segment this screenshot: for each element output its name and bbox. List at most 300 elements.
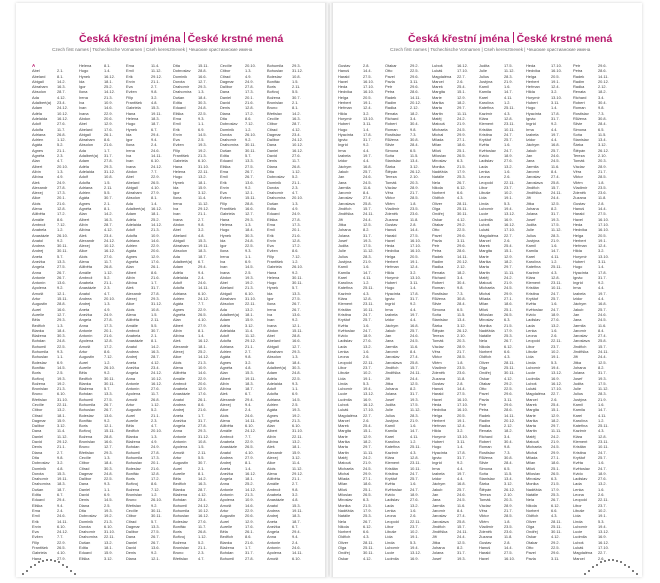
entry-name: Hilda	[432, 428, 441, 434]
entry-name: Tereza	[479, 492, 491, 498]
entry-date: 28.4.	[598, 121, 607, 127]
entry-date: 25.7.	[551, 147, 560, 153]
entry-name: Natálie	[432, 174, 445, 180]
entry-date: 19.7.	[551, 131, 560, 137]
entry-name: Robert	[573, 100, 585, 106]
entry-name: Radka	[432, 264, 444, 270]
entry-date: 11.11.	[363, 449, 374, 455]
entry-date: 25.4.	[363, 423, 372, 429]
entry-name: Růžena	[479, 454, 493, 460]
entry-name: Jaroslav	[573, 333, 588, 339]
entry-date: 11.11.	[551, 428, 562, 434]
entry-date: 13.3.	[57, 258, 66, 264]
entry-date: 26.5.	[551, 470, 560, 476]
entry-date: 21.1.	[104, 280, 113, 286]
entry-date: 30.3.	[57, 333, 66, 339]
entry-name: František	[267, 258, 283, 264]
entry-name: Drahomír	[173, 84, 190, 90]
entry-name: Otto	[526, 545, 534, 551]
entry-name: Ambrož	[126, 327, 140, 333]
entry-date: 1.8.	[598, 179, 605, 185]
entry-name: Apolena	[79, 338, 94, 344]
entry-date: 8.4.	[551, 168, 558, 174]
entry-name: Dobroslav	[173, 68, 191, 74]
entry-name: Hugo	[173, 174, 183, 180]
entry-date: 22.11.	[504, 179, 515, 185]
entry-date: 23.5.	[410, 206, 419, 212]
entry-name: Dagmar	[32, 417, 46, 423]
entry-name: Adalbert(a)	[32, 100, 52, 106]
entry-date: 27.5.	[504, 550, 513, 556]
entry-date: 26.12.	[504, 486, 515, 492]
entry-date: 30.11.	[57, 248, 68, 254]
entry-date: 23.11.	[504, 121, 515, 127]
entry-date: 18.1.	[104, 545, 113, 551]
entry-date: 24.5.	[457, 497, 466, 503]
entry-name: Justýna	[526, 237, 540, 243]
entry-date: 16.3.	[151, 349, 160, 355]
entry-name: Adolf	[267, 386, 276, 392]
entry-date: 21.3.	[57, 386, 66, 392]
entry-name: Hanuš	[573, 206, 585, 212]
entry-name: Abel	[79, 121, 87, 127]
entry-name: Absolon	[32, 89, 47, 95]
entry-name: Ctirad	[79, 465, 90, 471]
entry-name: Kateřina	[573, 423, 588, 429]
entry-date: 2.6.	[551, 333, 558, 339]
entry-name: Havel	[479, 555, 489, 561]
entry-name: Bohumila	[173, 507, 190, 513]
entry-date: 26.8.	[292, 163, 301, 169]
entry-name: Agnéta	[79, 206, 92, 212]
entry-date: 1.1.	[292, 386, 299, 392]
entry-date: 17.6.	[104, 126, 113, 132]
entry-name: Bonifác	[173, 523, 186, 529]
entry-date: 6.3.	[457, 158, 464, 164]
entry-name: Tereza	[432, 333, 444, 339]
entry-date: 11.12.	[504, 68, 515, 74]
entry-name: Alexandr	[267, 449, 283, 455]
entry-date: 6.9.	[104, 492, 111, 498]
entry-date: 27.8.	[198, 423, 207, 429]
entry-name: Bohumil	[126, 449, 141, 455]
entry-name: Kristina	[526, 290, 539, 296]
entry-name: Adrien	[267, 402, 279, 407]
entry-name: Luboš	[432, 63, 443, 68]
entry-name: Milan	[479, 301, 489, 307]
entry-name: Jaroslava	[338, 200, 355, 206]
entry-date: 19.1.	[410, 534, 419, 540]
entry-date: 11.12.	[363, 248, 374, 254]
entry-date: 15.3.	[292, 502, 301, 508]
entry-name: Abigail	[79, 131, 91, 137]
entry-date: 22.5.	[504, 386, 513, 392]
entry-name: Jiří	[338, 216, 344, 222]
entry-name: Zuzana	[385, 216, 398, 222]
entry-date: 31.12.	[198, 433, 209, 439]
entry-name: František	[173, 153, 189, 159]
entry-date: 12.5.	[598, 359, 607, 365]
entry-date: 20.6.	[245, 513, 254, 519]
entry-date: 28.3.	[363, 253, 372, 259]
entry-date: 22.7.	[457, 73, 466, 79]
entry-name: Lada	[385, 502, 394, 508]
entry-name: Hanuš	[479, 545, 491, 551]
entry-name: Eva	[32, 529, 39, 535]
entry-date: 19.3.	[292, 407, 301, 413]
entry-name: Boleslav	[79, 412, 94, 418]
entry-name: Hugo	[432, 444, 442, 450]
entry-name: Alexandr	[32, 184, 48, 190]
entry-name: Eliška	[220, 163, 231, 169]
entry-name: Irma	[338, 147, 346, 153]
entry-name: Tomáš	[432, 338, 444, 344]
entry-name: Absolon	[267, 354, 282, 360]
entry-date: 4.10.	[245, 449, 254, 455]
entry-date: 30.11.	[151, 507, 162, 513]
entry-date: 4.3.	[551, 269, 558, 275]
entry-date: 2.3.	[151, 417, 158, 423]
entry-name: Alice	[267, 460, 276, 466]
entry-name: Adéla	[79, 163, 89, 169]
entry-name: Libor	[573, 502, 582, 508]
entry-name: Dagmar	[126, 523, 140, 529]
entry-name: Ignác	[385, 296, 395, 302]
entry-name: Roman	[573, 105, 586, 111]
entry-name: Štěpán	[385, 168, 398, 174]
entry-date: 3.4.	[504, 433, 511, 439]
entry-name: Martin	[338, 449, 349, 455]
entry-date: 12.7.	[292, 343, 301, 349]
entry-name: Adriana	[173, 290, 187, 296]
entry-date: 12.7.	[245, 211, 254, 217]
entry-name: Oskar	[479, 375, 490, 381]
entry-name: Hilda	[526, 89, 535, 95]
entry-date: 4.12.	[504, 375, 513, 381]
entry-name: Albína	[267, 439, 279, 445]
entry-date: 4.3.	[504, 354, 511, 360]
entry-name: Julie	[526, 227, 535, 233]
entry-date: 2.1.	[104, 200, 111, 206]
entry-name: Andrej	[173, 407, 185, 413]
entry-name: Ivan	[173, 211, 181, 217]
entry-date: 18.9.	[504, 153, 513, 159]
entry-name: Marie	[526, 412, 536, 418]
entry-date: 8.6.	[104, 137, 111, 143]
entry-name: Bronislav	[32, 386, 49, 392]
entry-date: 9.8.	[292, 486, 299, 492]
entry-date: 10.9.	[245, 497, 254, 503]
entry-date: 29.4.	[198, 264, 207, 270]
entry-date: 22.5.	[551, 545, 560, 551]
entry-date: 25.7.	[457, 486, 466, 492]
entry-name: Zuzana	[573, 195, 586, 201]
entry-date: 5.3.	[504, 200, 511, 206]
entry-name: Jáchym	[385, 322, 399, 328]
entry-name: Běla	[32, 317, 40, 323]
entry-name: Bořivoj	[126, 481, 138, 487]
entry-date: 14.5.	[57, 364, 66, 370]
entry-name: Abdon	[220, 274, 232, 280]
entry-name: Tomáš	[573, 158, 585, 164]
entry-date: 13.6.	[292, 311, 301, 317]
entry-date: 27.1.	[551, 454, 560, 460]
entry-date: 17.10.	[363, 84, 374, 90]
entry-name: Denis	[32, 444, 42, 450]
entry-date: 22.11.	[363, 359, 374, 365]
entry-name: Ondřej	[432, 211, 444, 217]
entry-name: Adriana	[267, 396, 281, 402]
entry-name: Heda	[432, 402, 442, 407]
entry-name: Ivana	[267, 322, 277, 328]
entry-date: 18.1.	[245, 476, 254, 482]
entry-date: 16.9.	[504, 216, 513, 222]
entry-name: Agáta	[267, 407, 278, 413]
entry-name: Soňa	[385, 153, 395, 159]
entry-date: 13.3.	[292, 290, 301, 296]
entry-date: 6.5.	[504, 465, 511, 471]
entry-date: 14.6.	[151, 237, 160, 243]
entry-date: 4.3.	[551, 513, 558, 519]
entry-name: Vilém	[479, 518, 489, 524]
entry-date: 21.1.	[198, 211, 207, 217]
entry-date: 28.7.	[104, 221, 113, 227]
entry-date: 6.10.	[151, 158, 160, 164]
entry-date: 1.4.	[104, 68, 111, 74]
entry-name: Jaroslav	[385, 354, 400, 360]
entry-name: Viktor	[573, 174, 583, 180]
entry-name: Dorota	[32, 470, 44, 476]
entry-name: Aleš	[267, 444, 275, 450]
entry-date: 8.6.	[57, 216, 64, 222]
entry-name: Aleš	[220, 391, 228, 397]
entry-date: 21.3.	[292, 417, 301, 423]
entry-name: Ervín	[267, 237, 277, 243]
entry-date: 4.10.	[151, 184, 160, 190]
entry-date: 6.5.	[598, 126, 605, 132]
entry-date: 17.9.	[551, 486, 560, 492]
entry-date: 5.2.	[198, 539, 205, 545]
entry-date: 4.4.	[363, 147, 370, 153]
entry-name: Květoslav	[385, 486, 402, 492]
entry-name: Hugo	[338, 126, 348, 132]
entry-name: Aurelie	[126, 417, 139, 423]
entry-date: 7.7.	[57, 534, 64, 540]
entry-name: Jaromír	[385, 349, 399, 355]
entry-name: Kristina	[385, 470, 398, 476]
entry-date: 1.2.	[292, 258, 299, 264]
entry-date: 28.9.	[598, 163, 607, 169]
name-entry	[385, 556, 432, 561]
entry-date: 2.6.	[457, 78, 464, 84]
entry-date: 22.5.	[57, 343, 66, 349]
entry-name: Václav	[479, 502, 491, 508]
entry-name: Radka	[479, 423, 491, 429]
entry-name: Erik	[173, 126, 180, 132]
entry-date: 26.10.	[104, 364, 115, 370]
entry-name: Apolena	[173, 444, 188, 450]
entry-name: Ctirad	[126, 518, 137, 524]
entry-date: 4.4.	[410, 306, 417, 312]
entry-date: 2.4.	[151, 142, 158, 148]
entry-date: 2.1.	[198, 465, 205, 471]
entry-name: Adelaida	[173, 274, 189, 280]
entry-name: Bruno	[79, 444, 90, 450]
entry-date: 2.7.	[151, 84, 158, 90]
entry-date: 28.11.	[551, 518, 562, 524]
entry-date: 31.7.	[104, 153, 113, 159]
entry-name: Amálie	[126, 322, 138, 328]
entry-date: 5.7.	[57, 253, 64, 259]
entry-name: Jakub	[385, 327, 396, 333]
entry-date: 2.3.	[292, 184, 299, 190]
entry-name: Stanislav	[432, 317, 448, 323]
entry-name: Adéla	[220, 322, 230, 328]
entry-date: 23.5.	[598, 184, 607, 190]
entry-date: 11.7.	[198, 523, 207, 529]
entry-date: 19.1.	[551, 78, 560, 84]
entry-name: Leopold	[338, 359, 352, 365]
entry-date: 22.7.	[363, 412, 372, 418]
entry-name: Dana	[32, 428, 42, 434]
entry-name: Boleslav	[173, 518, 188, 524]
entry-name: Rostislav	[573, 110, 589, 116]
entry-date: 21.7.	[410, 190, 419, 196]
entry-date: 5.7.	[245, 153, 252, 159]
entry-name: Jana	[573, 317, 582, 323]
entry-date: 9.4.	[292, 534, 299, 540]
entry-name: Silvie	[573, 121, 583, 127]
entry-name: Edita	[267, 206, 276, 212]
entry-date: 27.8.	[151, 290, 160, 296]
entry-name: Alena	[220, 417, 230, 423]
entry-date: 24.5.	[410, 338, 419, 344]
entry-date: 3.2.	[363, 110, 370, 116]
entry-date: 19.7.	[457, 470, 466, 476]
entry-date: 14.4.	[410, 227, 419, 233]
entry-name: Ingrid	[385, 301, 395, 307]
entry-date: 26.7.	[292, 306, 301, 312]
entry-date: 21.3.	[245, 285, 254, 291]
entry-name: Angela	[126, 370, 139, 376]
entry-name: Pavel	[479, 391, 489, 397]
entry-name: Irena	[79, 94, 88, 100]
entry-name: Karolína	[526, 258, 541, 264]
entry-date: 11.5.	[504, 470, 513, 476]
entry-name: Klára	[479, 115, 489, 121]
entry-date: 13.3.	[104, 391, 113, 397]
entry-name: Gustav	[479, 539, 492, 545]
title-divider	[513, 32, 514, 43]
entry-name: Hyacinta	[573, 269, 589, 275]
entry-date: 8.2.	[457, 545, 464, 551]
entry-date: 14.7.	[598, 407, 607, 413]
entry-name: Ilona	[79, 89, 88, 95]
entry-name: Angela	[32, 264, 45, 270]
entry-name: Judita	[338, 243, 349, 249]
entry-date: 19.11.	[198, 243, 209, 249]
entry-name: Hyacinta	[338, 131, 354, 137]
entry-date: 14.6.	[198, 370, 207, 376]
entry-name: Aleš	[79, 232, 87, 238]
entry-name: Libuše	[573, 507, 585, 513]
entry-name: Anatol	[32, 237, 44, 243]
entry-name: Věra	[573, 168, 582, 174]
entry-date: 6.7.	[151, 126, 158, 132]
entry-name: David	[126, 545, 136, 551]
entry-name: Julie	[573, 386, 582, 392]
entry-date: 26.5.	[363, 492, 372, 498]
entry-date: 24.5.	[363, 465, 372, 471]
entry-date: 19.7.	[598, 290, 607, 296]
entry-date: 10.9.	[151, 232, 160, 238]
entry-name: Abelard	[173, 232, 187, 238]
entry-date: 27.5.	[57, 264, 66, 270]
entry-date: 19.1.	[363, 100, 372, 106]
entry-name: Denis	[267, 158, 277, 164]
entry-date: 1.7.	[198, 412, 205, 418]
entry-name: Otakar	[479, 380, 491, 386]
entry-name: Iva	[220, 258, 226, 264]
entry-date: 6.12.	[504, 343, 513, 349]
entry-name: Petr	[479, 402, 487, 407]
entry-date: 25.2.	[198, 349, 207, 355]
entry-date: 13.12.	[410, 550, 421, 556]
entry-date: 4.11.	[504, 94, 513, 100]
entry-date: 23.6.	[457, 370, 466, 376]
entry-date: 17.10.	[457, 68, 468, 74]
entry-name: Soňa	[479, 470, 489, 476]
entry-name: Miloslav	[479, 311, 494, 317]
entry-name: Margita	[432, 89, 445, 95]
entry-name: Aleš	[126, 285, 134, 291]
entry-name: Zdeněk	[573, 190, 586, 196]
entry-name: Agáta	[79, 195, 90, 201]
entry-name: Dominik	[267, 179, 282, 185]
entry-date: 1.4.	[598, 264, 605, 270]
entry-date: 31.7.	[598, 370, 607, 376]
entry-name: Michal	[479, 290, 491, 296]
entry-date: 27.4.	[410, 354, 419, 360]
entry-date: 8.4.	[457, 507, 464, 513]
entry-name: Bronislav	[126, 492, 143, 498]
entry-date: 18.1.	[292, 444, 301, 450]
entry-date: 4.3.	[598, 428, 605, 434]
entry-name: Ingrid	[526, 121, 536, 127]
entry-name: Angela	[79, 317, 92, 323]
entry-name: Helga	[385, 253, 396, 259]
entry-date: 9.2.	[57, 237, 64, 243]
entry-date: 13.12.	[363, 391, 374, 397]
entry-name: Agnéta	[173, 311, 186, 317]
entry-name: Ctibor	[79, 460, 90, 466]
entry-date: 7.7.	[151, 168, 158, 174]
entry-date: 12.4.	[598, 243, 607, 249]
entry-date: 29.6.	[457, 243, 466, 249]
entry-date: 3.4.	[598, 94, 605, 100]
entry-date: 30.11.	[363, 550, 374, 556]
left-dotted-swirl	[16, 553, 86, 577]
entry-name: Dita	[32, 454, 39, 460]
entry-date: 29.9.	[457, 131, 466, 137]
entry-name: Alois	[173, 359, 182, 365]
entry-date: 26.5.	[198, 311, 207, 317]
entry-name: Eliška	[32, 502, 43, 508]
entry-name: Julie	[385, 407, 394, 413]
entry-name: Adalbert(a)	[220, 311, 240, 317]
entry-date: 12.5.	[457, 539, 466, 545]
entry-date: 3.12.	[198, 190, 207, 196]
